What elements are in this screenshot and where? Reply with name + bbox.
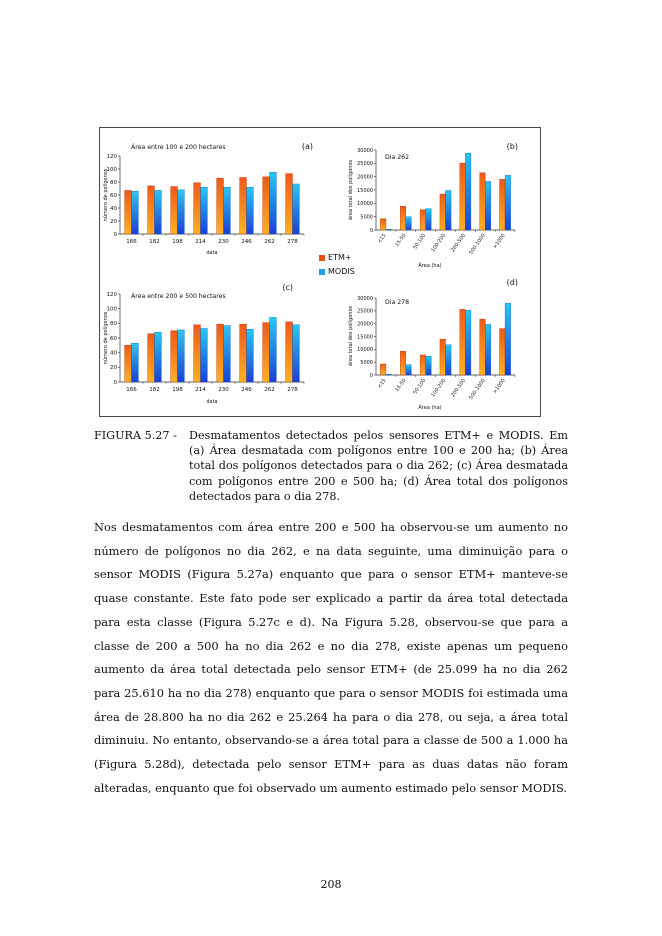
y-tick-label: 40 (110, 205, 117, 212)
y-tick-label: 100 (106, 166, 117, 173)
y-tick-label: 0 (113, 231, 117, 238)
y-tick-label: 60 (110, 192, 117, 199)
y-axis-label: área total dos polígonos (348, 305, 354, 367)
bar-modis (247, 329, 254, 382)
figure-caption (94, 428, 568, 504)
x-tick-label: >1000 (492, 232, 507, 251)
bar-etm (460, 309, 466, 375)
x-tick-label: 50-100 (412, 377, 428, 396)
y-tick-label: 20 (110, 365, 117, 372)
chart-4 (347, 278, 518, 411)
bar-modis (406, 217, 412, 230)
bar-etm (148, 334, 155, 382)
y-tick-label: 0 (113, 379, 117, 386)
bar-etm (440, 194, 446, 230)
bar-modis (406, 365, 412, 375)
panel-label: (a) (301, 142, 313, 151)
bar-modis (465, 153, 471, 230)
bar-etm (400, 351, 406, 375)
bar-etm (400, 206, 406, 230)
bar-etm (420, 210, 426, 230)
panel-label: (b) (506, 142, 518, 151)
bar-modis (446, 345, 452, 375)
bar-etm (263, 323, 270, 382)
bar-etm (480, 173, 486, 230)
x-tick-label: 262 (264, 239, 275, 245)
legend-swatch-modis (319, 269, 325, 275)
x-tick-label: 100-200 (430, 232, 448, 254)
bar-modis (155, 332, 162, 382)
x-axis-label: data (206, 399, 218, 405)
x-tick-label: 500-1000 (468, 232, 487, 256)
y-tick-label: 80 (110, 321, 117, 328)
bar-etm (420, 355, 426, 375)
bar-modis (270, 172, 277, 234)
bar-etm (263, 177, 270, 234)
bar-etm (460, 163, 466, 230)
x-tick-label: 200-500 (450, 232, 467, 254)
bar-modis (270, 317, 277, 382)
x-tick-label: 278 (287, 387, 298, 393)
bar-modis (386, 374, 392, 375)
bar-etm (171, 187, 178, 234)
chart-legend (319, 251, 355, 279)
x-tick-label: 182 (149, 387, 160, 393)
y-tick-label: 5000 (360, 359, 373, 366)
page-number: 208 (320, 878, 342, 891)
y-tick-label: 25000 (357, 161, 373, 168)
x-tick-label: 500-1000 (468, 377, 487, 401)
bar-modis (446, 191, 452, 230)
bar-etm (380, 219, 386, 230)
y-tick-label: 20000 (357, 174, 373, 181)
x-tick-label: 15-50 (394, 232, 408, 249)
legend-swatch-etm (319, 255, 325, 261)
x-tick-label: 100-200 (430, 377, 448, 399)
y-tick-label: 40 (110, 350, 117, 357)
panel-label: (c) (282, 283, 293, 292)
bar-modis (224, 187, 231, 234)
chart-3 (102, 283, 304, 405)
bar-etm (440, 339, 446, 375)
x-tick-label: <15 (376, 377, 388, 390)
y-axis-label: número de polígonos (103, 168, 109, 222)
bar-modis (465, 310, 471, 375)
bar-modis (224, 326, 231, 382)
y-tick-label: 30000 (357, 295, 373, 302)
bar-modis (201, 328, 208, 382)
chart-1 (102, 142, 313, 256)
x-tick-label: 214 (195, 239, 206, 245)
bar-modis (132, 343, 139, 382)
bar-modis (505, 303, 511, 375)
x-tick-label: <15 (376, 232, 388, 245)
bar-modis (155, 190, 162, 234)
panel-label: (d) (506, 278, 518, 287)
y-tick-label: 10000 (357, 201, 373, 208)
x-tick-label: 198 (172, 387, 183, 393)
x-tick-label: 200-500 (450, 377, 467, 399)
x-tick-label: 246 (241, 239, 252, 245)
caption-label: FIGURA 5.27 - (94, 429, 177, 442)
bar-modis (132, 191, 139, 234)
legend-label-modis: MODIS (328, 267, 355, 276)
y-tick-label: 120 (106, 291, 117, 298)
bar-modis (201, 187, 208, 234)
bar-modis (426, 356, 432, 375)
x-tick-label: 198 (172, 239, 183, 245)
bar-etm (194, 325, 201, 382)
x-tick-label: >1000 (492, 377, 507, 396)
y-tick-label: 25000 (357, 308, 373, 315)
x-axis-label: Área (ha) (418, 263, 442, 269)
x-tick-label: 230 (218, 239, 229, 245)
y-tick-label: 60 (110, 335, 117, 342)
y-tick-label: 10000 (357, 347, 373, 354)
x-tick-label: 262 (264, 387, 275, 393)
legend-item-etm (319, 251, 355, 265)
bar-etm (240, 324, 247, 382)
x-tick-label: 166 (126, 387, 137, 393)
bar-etm (125, 190, 132, 234)
bar-etm (171, 331, 178, 382)
y-axis-label: número de polígonos (103, 311, 109, 365)
bar-modis (293, 325, 300, 382)
legend-item-modis (319, 265, 355, 279)
bar-etm (380, 364, 386, 375)
y-tick-label: 100 (106, 306, 117, 313)
chart-title: Área entre 100 e 200 hectares (131, 144, 226, 151)
bar-modis (386, 229, 392, 230)
bar-etm (500, 329, 506, 375)
x-tick-label: 278 (287, 239, 298, 245)
y-axis-label: área total dos polígonos (348, 159, 354, 221)
bar-modis (426, 209, 432, 230)
y-tick-label: 5000 (360, 214, 373, 221)
x-tick-label: 230 (218, 387, 229, 393)
bar-modis (247, 187, 254, 234)
bar-etm (240, 177, 247, 234)
bar-etm (217, 324, 224, 382)
bar-etm (148, 186, 155, 234)
y-tick-label: 15000 (357, 334, 373, 341)
x-tick-label: 246 (241, 387, 252, 393)
chart-title: Dia 262 (385, 154, 410, 161)
chart-title: Área entre 200 e 500 hectares (131, 293, 226, 300)
caption-text: Desmatamentos detectados pelos sensores ETM+ e MODIS. Em (a) Área desmatada com polígonos entre 100 e 200 ha; (b) Área total dos polígonos detectados para o dia 262; (c) Área desmatada com polígonos entre 200 e 500 ha; (d) Área total dos polígonos detectados para o dia 278. (189, 429, 568, 503)
x-tick-label: 50-100 (412, 232, 428, 251)
bar-etm (217, 178, 224, 234)
bar-etm (500, 179, 506, 230)
chart-title: Dia 278 (385, 299, 410, 306)
y-tick-label: 120 (106, 153, 117, 160)
bar-etm (286, 322, 293, 382)
x-axis-label: Área (ha) (418, 405, 442, 411)
x-tick-label: 166 (126, 239, 137, 245)
y-tick-label: 30000 (357, 147, 373, 154)
bar-modis (293, 184, 300, 234)
y-tick-label: 0 (369, 227, 373, 234)
bar-etm (480, 319, 486, 375)
x-tick-label: 15-50 (394, 377, 408, 394)
y-tick-label: 20000 (357, 321, 373, 328)
bar-modis (485, 324, 491, 375)
chart-2 (347, 142, 518, 269)
x-axis-label: data (206, 250, 218, 256)
legend-label-etm: ETM+ (328, 253, 352, 262)
figure-frame (99, 127, 541, 417)
bar-etm (286, 174, 293, 234)
bar-modis (505, 175, 511, 230)
bar-etm (125, 345, 132, 382)
bar-modis (485, 181, 491, 230)
x-tick-label: 214 (195, 387, 206, 393)
bar-modis (178, 190, 185, 234)
bar-modis (178, 330, 185, 382)
y-tick-label: 15000 (357, 187, 373, 194)
y-tick-label: 0 (369, 372, 373, 379)
y-tick-label: 80 (110, 179, 117, 186)
y-tick-label: 20 (110, 218, 117, 225)
body-paragraph: Nos desmatamentos com área entre 200 e 500 ha observou-se um aumento no número de polígonos no dia 262, e na data seguinte, uma diminuição para o sensor MODIS (Figura 5.27a) enquanto que para o sensor ETM+ manteve-se quase constante. Este fato pode ser explicado a partir da área total detectada para esta classe (Figura 5.27c e d). Na Figura 5.28, observou-se que para a classe de 200 a 500 ha no dia 262 e no dia 278, existe apenas um pequeno aumento da área total detectada pelo sensor ETM+ (de 25.099 ha no dia 262 para 25.610 ha no dia 278) enquanto que para o sensor MODIS foi estimada uma área de 28.800 ha no dia 262 e 25.264 ha para o dia 278, ou seja, a área total diminuiu. No entanto, observando-se a área total para a classe de 500 a 1.000 ha (Figura 5.28d), detectada pelo sensor ETM+ para as duas datas não foram alteradas, enquanto que foi observado um aumento estimado pelo sensor MODIS. (94, 520, 568, 795)
bar-etm (194, 183, 201, 234)
x-tick-label: 182 (149, 239, 160, 245)
